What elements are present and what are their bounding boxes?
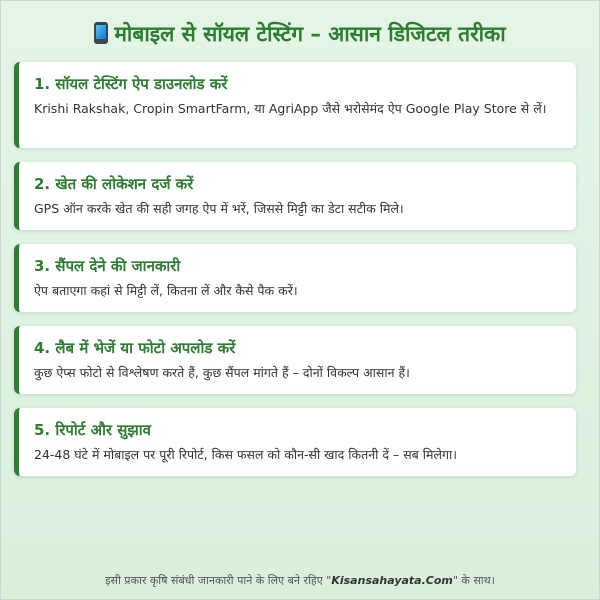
footer-note: [0, 573, 600, 588]
step-body: ऐप बताएगा कहां से मिट्टी लें, कितना लें और कैसे पैक करें।: [34, 283, 298, 298]
page-title-text: मोबाइल से सॉयल टेस्टिंग – आसान डिजिटल तरीका: [114, 22, 506, 46]
footer-prefix: इसी प्रकार कृषि संबंधी जानकारी पाने के लिए बने रहिए ": [105, 574, 332, 587]
footer-suffix: " के साथ।: [452, 574, 495, 587]
step-title: 3. सैंपल देने की जानकारी: [34, 257, 181, 275]
step-body: 24-48 घंटे में मोबाइल पर पूरी रिपोर्ट, किस फसल को कौन-सी खाद कितनी दें – सब मिलेगा।: [34, 447, 457, 462]
step-body: Krishi Rakshak, Cropin SmartFarm, या AgriApp जैसे भरोसेमंद ऐप Google Play Store से लें।: [34, 101, 547, 116]
step-card-1: [14, 62, 576, 148]
step-title: 5. रिपोर्ट और सुझाव: [34, 421, 151, 439]
step-card-4: [14, 326, 576, 394]
step-title: 4. लैब में भेजें या फोटो अपलोड करें: [34, 339, 236, 357]
step-body: GPS ऑन करके खेत की सही जगह ऐप में भरें, जिससे मिट्टी का डेटा सटीक मिले।: [34, 201, 404, 216]
step-body: कुछ ऐप्स फोटो से विश्लेषण करते हैं, कुछ सैंपल मांगते हैं – दोनों विकल्प आसान हैं।: [34, 365, 410, 380]
step-title: 2. खेत की लोकेशन दर्ज करें: [34, 175, 194, 193]
step-card-3: [14, 244, 576, 312]
step-card-5: [14, 408, 576, 476]
footer-brand: Kisansahayata.Com: [331, 574, 453, 587]
step-card-2: [14, 162, 576, 230]
mobile-phone-icon: [94, 22, 108, 44]
page-title: [0, 10, 600, 58]
step-title: 1. सॉयल टेस्टिंग ऐप डाउनलोड करें: [34, 75, 228, 93]
